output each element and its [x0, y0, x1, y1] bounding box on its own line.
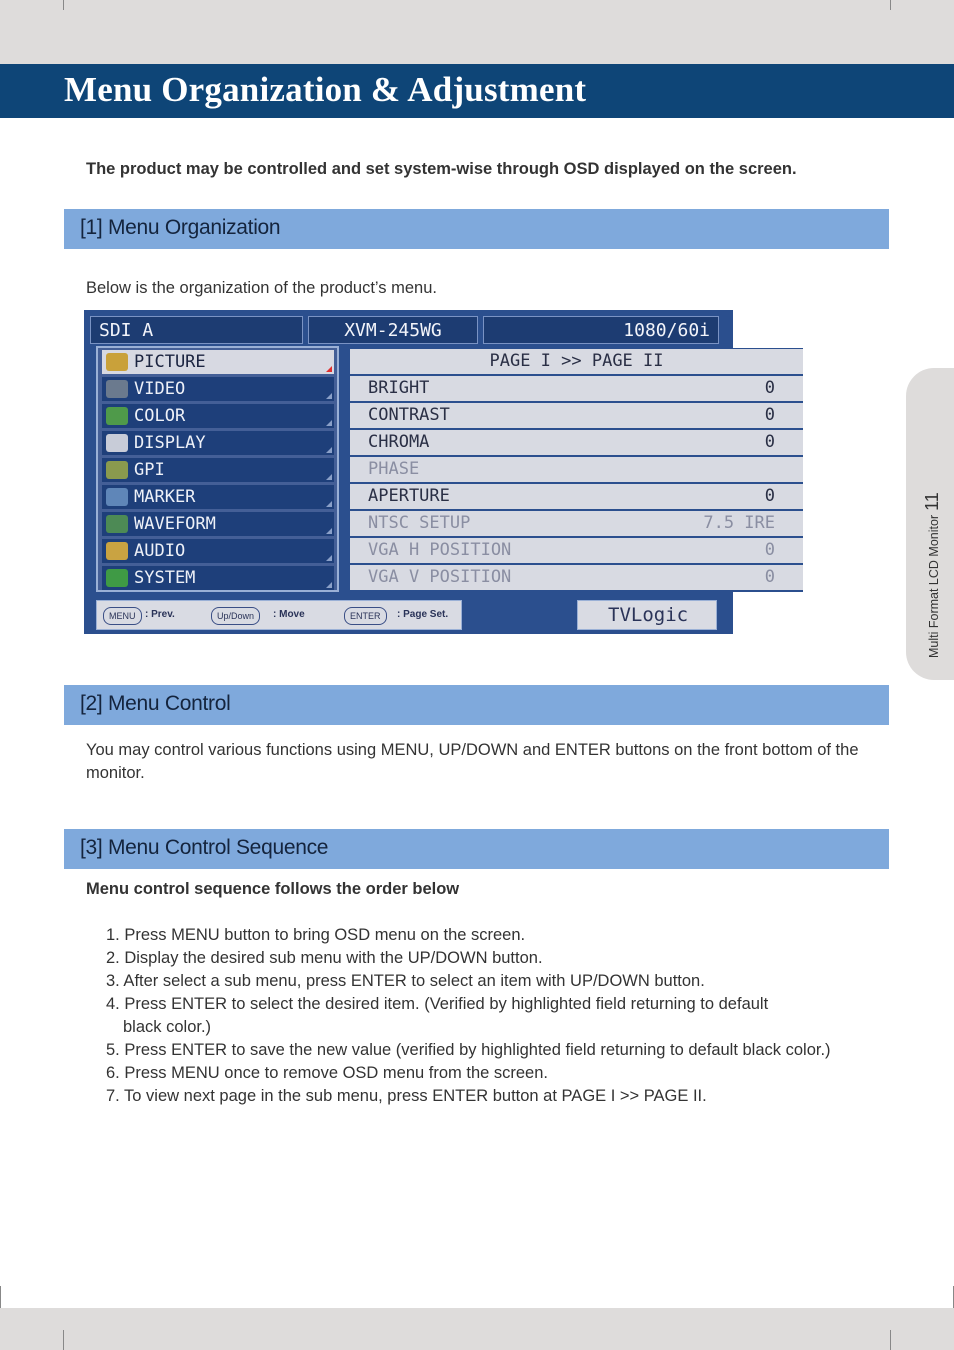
- section-heading-control: [2] Menu Control: [64, 685, 889, 725]
- bottom-margin-bar: [0, 1308, 954, 1350]
- osd-brand-box: [577, 600, 717, 630]
- osd-model: XVM-245WG: [308, 316, 478, 344]
- osd-format: 1080/60i: [483, 316, 719, 344]
- list-item: 2. Display the desired sub menu with the UP/DOWN button.: [106, 949, 543, 967]
- side-tab: [906, 368, 954, 680]
- color-icon: [106, 407, 128, 425]
- osd-row-vga-v-position[interactable]: VGA V POSITION 0: [350, 565, 803, 590]
- osd-settings-panel: [350, 348, 803, 592]
- crop-mark: [890, 0, 891, 10]
- osd-row-aperture[interactable]: APERTURE 0: [350, 484, 803, 509]
- osd-row-ntsc-setup[interactable]: NTSC SETUP 7.5 IRE: [350, 511, 803, 536]
- list-item: 1. Press MENU button to bring OSD menu on the screen.: [106, 926, 526, 944]
- title-bar: [0, 64, 954, 118]
- list-item: 6. Press MENU once to remove OSD menu from the screen.: [106, 1064, 548, 1082]
- enter-key-label: ENTER: [344, 607, 387, 625]
- updown-key-action: : Move: [273, 609, 305, 620]
- enter-key-action: : Page Set.: [397, 609, 449, 620]
- updown-key-label: Up/Down: [211, 607, 260, 625]
- section-heading-organization: [1] Menu Organization: [64, 209, 889, 249]
- control-text: You may control various functions using MENU, UP/DOWN and ENTER buttons on the front bottom of the monitor.: [86, 741, 859, 782]
- osd-row-chroma[interactable]: CHROMA 0: [350, 430, 803, 455]
- osd-row-phase[interactable]: PHASE: [350, 457, 803, 482]
- sequence-subheading: Menu control sequence follows the order below: [86, 880, 460, 898]
- organization-text: Below is the organization of the product’s menu.: [86, 279, 437, 297]
- intro-text: The product may be controlled and set system-wise through OSD displayed on the screen.: [86, 160, 797, 178]
- crop-mark: [890, 1330, 891, 1350]
- marker-icon: [106, 488, 128, 506]
- osd-menu-item-waveform[interactable]: WAVEFORM: [102, 512, 334, 536]
- osd-menu-item-video[interactable]: VIDEO: [102, 377, 334, 401]
- gpi-icon: [106, 461, 128, 479]
- osd-row-vga-h-position[interactable]: VGA H POSITION 0: [350, 538, 803, 563]
- list-item: 7. To view next page in the sub menu, press ENTER button at PAGE I >> PAGE II.: [106, 1087, 707, 1105]
- sequence-steps: [106, 924, 866, 1108]
- osd-menu-item-audio[interactable]: AUDIO: [102, 539, 334, 563]
- brand-logo: TVLogic: [608, 604, 689, 626]
- menu-key-label: MENU: [103, 607, 142, 625]
- osd-input: SDI A: [90, 316, 303, 344]
- page-title: Menu Organization & Adjustment: [64, 70, 587, 109]
- osd-menu-item-system[interactable]: SYSTEM: [102, 566, 334, 590]
- list-item: 5. Press ENTER to save the new value (verified by highlighted field returning to default black color.): [106, 1041, 831, 1059]
- video-icon: [106, 380, 128, 398]
- osd-key-legend: [96, 600, 462, 630]
- audio-icon: [106, 542, 128, 560]
- osd-row-bright[interactable]: BRIGHT 0: [350, 376, 803, 401]
- osd-menu-list: [96, 346, 339, 592]
- osd-row-contrast[interactable]: CONTRAST 0: [350, 403, 803, 428]
- osd-menu-item-marker[interactable]: MARKER: [102, 485, 334, 509]
- osd-page-header[interactable]: PAGE I >> PAGE II: [350, 349, 803, 374]
- side-label: Multi Format LCD Monitor11: [922, 492, 942, 658]
- osd-menu: [84, 310, 775, 634]
- section-heading-sequence: [3] Menu Control Sequence: [64, 829, 889, 869]
- osd-menu-item-display[interactable]: DISPLAY: [102, 431, 334, 455]
- list-item: 4. Press ENTER to select the desired item. (Verified by highlighted field returning to default black color.): [106, 995, 769, 1036]
- top-margin-bar: [0, 0, 954, 64]
- display-icon: [106, 434, 128, 452]
- osd-menu-item-gpi[interactable]: GPI: [102, 458, 334, 482]
- crop-mark: [63, 1330, 64, 1350]
- crop-mark: [63, 0, 64, 10]
- crop-mark: [0, 1286, 1, 1308]
- menu-key-action: : Prev.: [145, 609, 175, 620]
- page-number: 11: [922, 492, 942, 511]
- system-icon: [106, 569, 128, 587]
- list-item: 3. After select a sub menu, press ENTER to select an item with UP/DOWN button.: [106, 972, 705, 990]
- osd-menu-item-color[interactable]: COLOR: [102, 404, 334, 428]
- picture-icon: [106, 353, 128, 371]
- waveform-icon: [106, 515, 128, 533]
- osd-menu-item-picture[interactable]: PICTURE: [102, 350, 334, 374]
